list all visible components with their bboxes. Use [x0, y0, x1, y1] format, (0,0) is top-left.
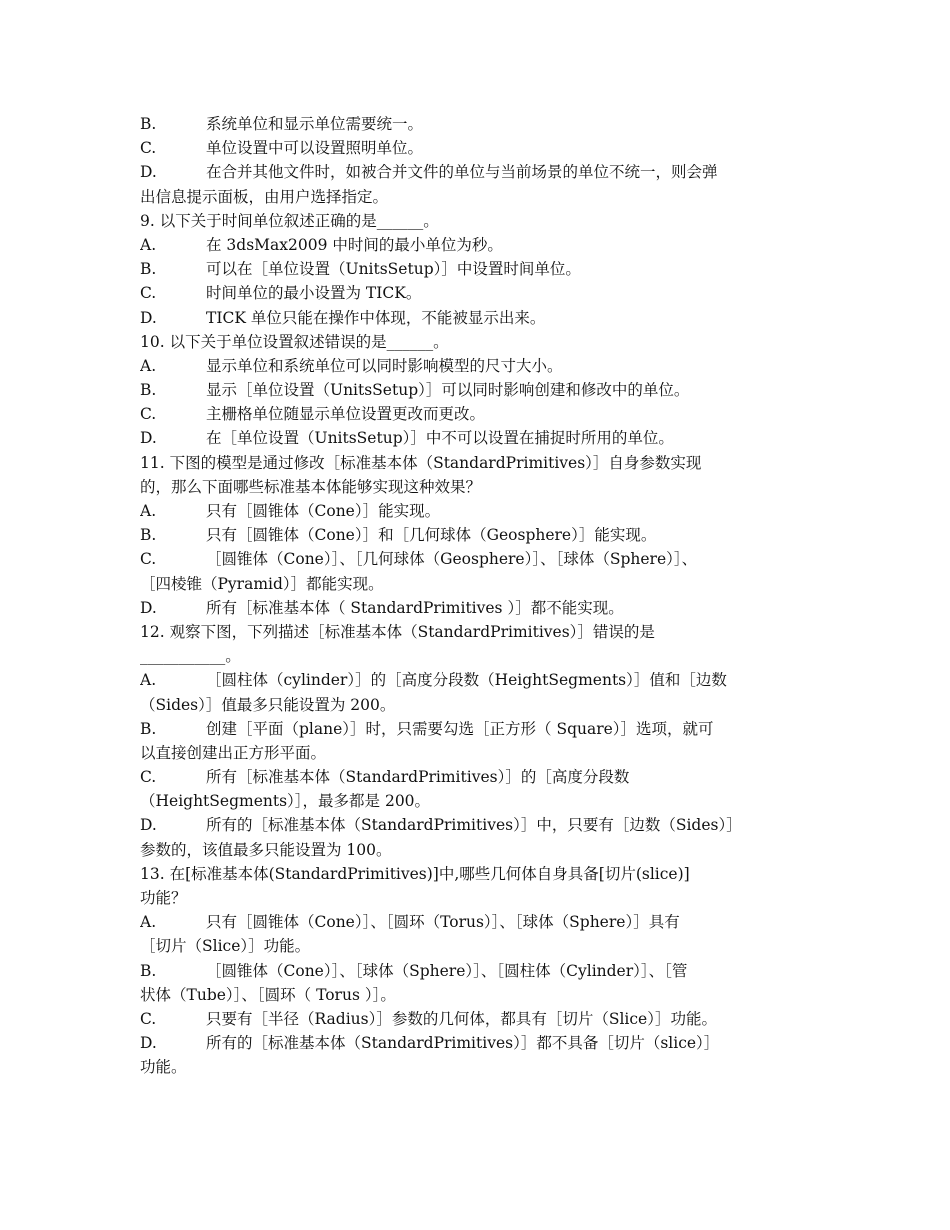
answer-option-line [140, 547, 812, 571]
continuation-line: 功能。 [140, 1058, 187, 1077]
continuation-line: ［切片（Slice）］功能。 [140, 937, 311, 956]
option-letter: D. [140, 308, 157, 327]
option-text: 在［单位设置（UnitsSetup）］中不可以设置在捕捉时所用的单位。 [206, 429, 674, 448]
answer-option-line [140, 596, 812, 620]
option-text: TICK 单位只能在操作中体现，不能被显示出来。 [206, 308, 546, 327]
option-letter: C. [140, 405, 157, 424]
continuation-line: 出信息提示面板，由用户选择指定。 [140, 187, 389, 206]
question-line: 11. 下图的模型是通过修改［标准基本体（StandardPrimitives）］自身参数实现 [140, 453, 702, 472]
answer-option-line [140, 765, 812, 789]
question-line: 13. 在[标准基本体(StandardPrimitives)]中,哪些几何体自身具备[切片(slice)] [140, 864, 690, 883]
answer-option-line [140, 378, 812, 402]
option-text: ［圆锥体（Cone）］、［几何球体（Geosphere）］、［球体（Sphere）］、 [206, 550, 698, 569]
option-text: 只要有［半径（Radius）］参数的几何体，都具有［切片（Slice）］功能。 [206, 1009, 717, 1028]
option-letter: B. [140, 961, 157, 980]
continuation-line: 功能？ [140, 889, 187, 907]
option-text: 在合并其他文件时，如被合并文件的单位与当前场景的单位不统一，则会弹 [206, 163, 718, 182]
option-letter: D. [140, 1034, 157, 1053]
answer-option-line [140, 112, 812, 136]
answer-option-line [140, 910, 812, 934]
option-text: 只有［圆锥体（Cone）］能实现。 [206, 502, 441, 520]
option-text: 所有［标准基本体（StandardPrimitives）］的［高度分段数 [206, 768, 630, 787]
answer-option-line [140, 499, 812, 523]
option-text: 主栅格单位随显示单位设置更改而更改。 [206, 405, 486, 424]
option-letter: C. [140, 284, 157, 303]
option-letter: D. [140, 816, 157, 835]
option-text: 显示［单位设置（UnitsSetup）］可以同时影响创建和修改中的单位。 [206, 381, 690, 400]
answer-option-line [140, 402, 812, 426]
answer-option-line [140, 160, 812, 184]
option-text: ［圆柱体（cylinder）］的［高度分段数（HeightSegments）］值和［边数 [206, 671, 727, 690]
answer-option-line [140, 233, 812, 257]
option-letter: D. [140, 598, 157, 617]
answer-option-line [140, 136, 812, 160]
option-letter: B. [140, 260, 157, 279]
continuation-line: （HeightSegments）］，最多都是 200。 [140, 792, 431, 811]
answer-option-line [140, 813, 812, 837]
option-text: ［圆锥体（Cone）］、［球体（Sphere）］、［圆柱体（Cylinder）］、［管 [206, 961, 688, 980]
answer-option-line [140, 959, 812, 983]
option-letter: B. [140, 381, 157, 400]
option-letter: B. [140, 115, 157, 133]
document-body [140, 112, 812, 1080]
answer-option-line [140, 668, 812, 692]
answer-option-line [140, 354, 812, 378]
continuation-line: 参数的，该值最多只能设置为 100。 [140, 840, 392, 859]
option-letter: C. [140, 139, 157, 158]
continuation-line: 的，那么下面哪些标准基本体能够实现这种效果？ [140, 477, 482, 496]
option-letter: D. [140, 163, 157, 182]
option-text: 所有的［标准基本体（StandardPrimitives）］中，只要有［边数（Sides）］ [206, 816, 742, 835]
question-line: 9. 以下关于时间单位叙述正确的是______。 [140, 211, 439, 230]
answer-option-line [140, 1031, 812, 1055]
option-letter: C. [140, 550, 157, 569]
option-letter: C. [140, 768, 157, 787]
option-letter: B. [140, 526, 157, 545]
option-text: 单位设置中可以设置照明单位。 [206, 139, 424, 158]
option-text: 只有［圆锥体（Cone）］、［圆环（Torus）］、［球体（Sphere）］具有 [206, 913, 680, 932]
option-text: 显示单位和系统单位可以同时影响模型的尺寸大小。 [206, 356, 563, 375]
option-text: 可以在［单位设置（UnitsSetup）］中设置时间单位。 [206, 260, 581, 279]
continuation-line: （Sides）］值最多只能设置为 200。 [140, 695, 396, 714]
answer-option-line [140, 281, 812, 305]
option-text: 在 3dsMax2009 中时间的最小单位为秒。 [206, 235, 503, 254]
answer-option-line [140, 257, 812, 281]
continuation-line: 状体（Tube）］、［圆环（ Torus ）］。 [140, 985, 396, 1004]
option-text: 时间单位的最小设置为 TICK。 [206, 284, 422, 303]
answer-option-line [140, 1007, 812, 1031]
option-text: 只有［圆锥体（Cone）］和［几何球体（Geosphere）］能实现。 [206, 526, 657, 545]
option-text: 创建［平面（plane）］时，只需要勾选［正方形（ Square）］选项，就可 [206, 719, 714, 738]
option-letter: A. [140, 671, 157, 690]
continuation-line: 以直接创建出正方形平面。 [140, 743, 327, 762]
answer-option-line [140, 523, 812, 547]
question-line: 12. 观察下图，下列描述［标准基本体（StandardPrimitives）］错误的是 [140, 622, 655, 641]
continuation-line: ［四棱锥（Pyramid）］都能实现。 [140, 574, 384, 593]
option-letter: D. [140, 429, 157, 448]
option-text: 所有［标准基本体（ StandardPrimitives ）］都不能实现。 [206, 598, 624, 617]
answer-option-line [140, 717, 812, 741]
option-letter: A. [140, 356, 157, 375]
option-letter: A. [140, 235, 157, 254]
option-text: 所有的［标准基本体（StandardPrimitives）］都不具备［切片（slice）］ [206, 1034, 720, 1053]
question-line: 10. 以下关于单位设置叙述错误的是______。 [140, 332, 449, 351]
answer-option-line [140, 426, 812, 450]
option-text: 系统单位和显示单位需要统一。 [206, 115, 424, 133]
option-letter: C. [140, 1009, 157, 1028]
option-letter: A. [140, 913, 157, 932]
answer-option-line [140, 306, 812, 330]
option-letter: B. [140, 719, 157, 738]
continuation-line: ___________。 [140, 647, 241, 666]
option-letter: A. [140, 502, 157, 520]
